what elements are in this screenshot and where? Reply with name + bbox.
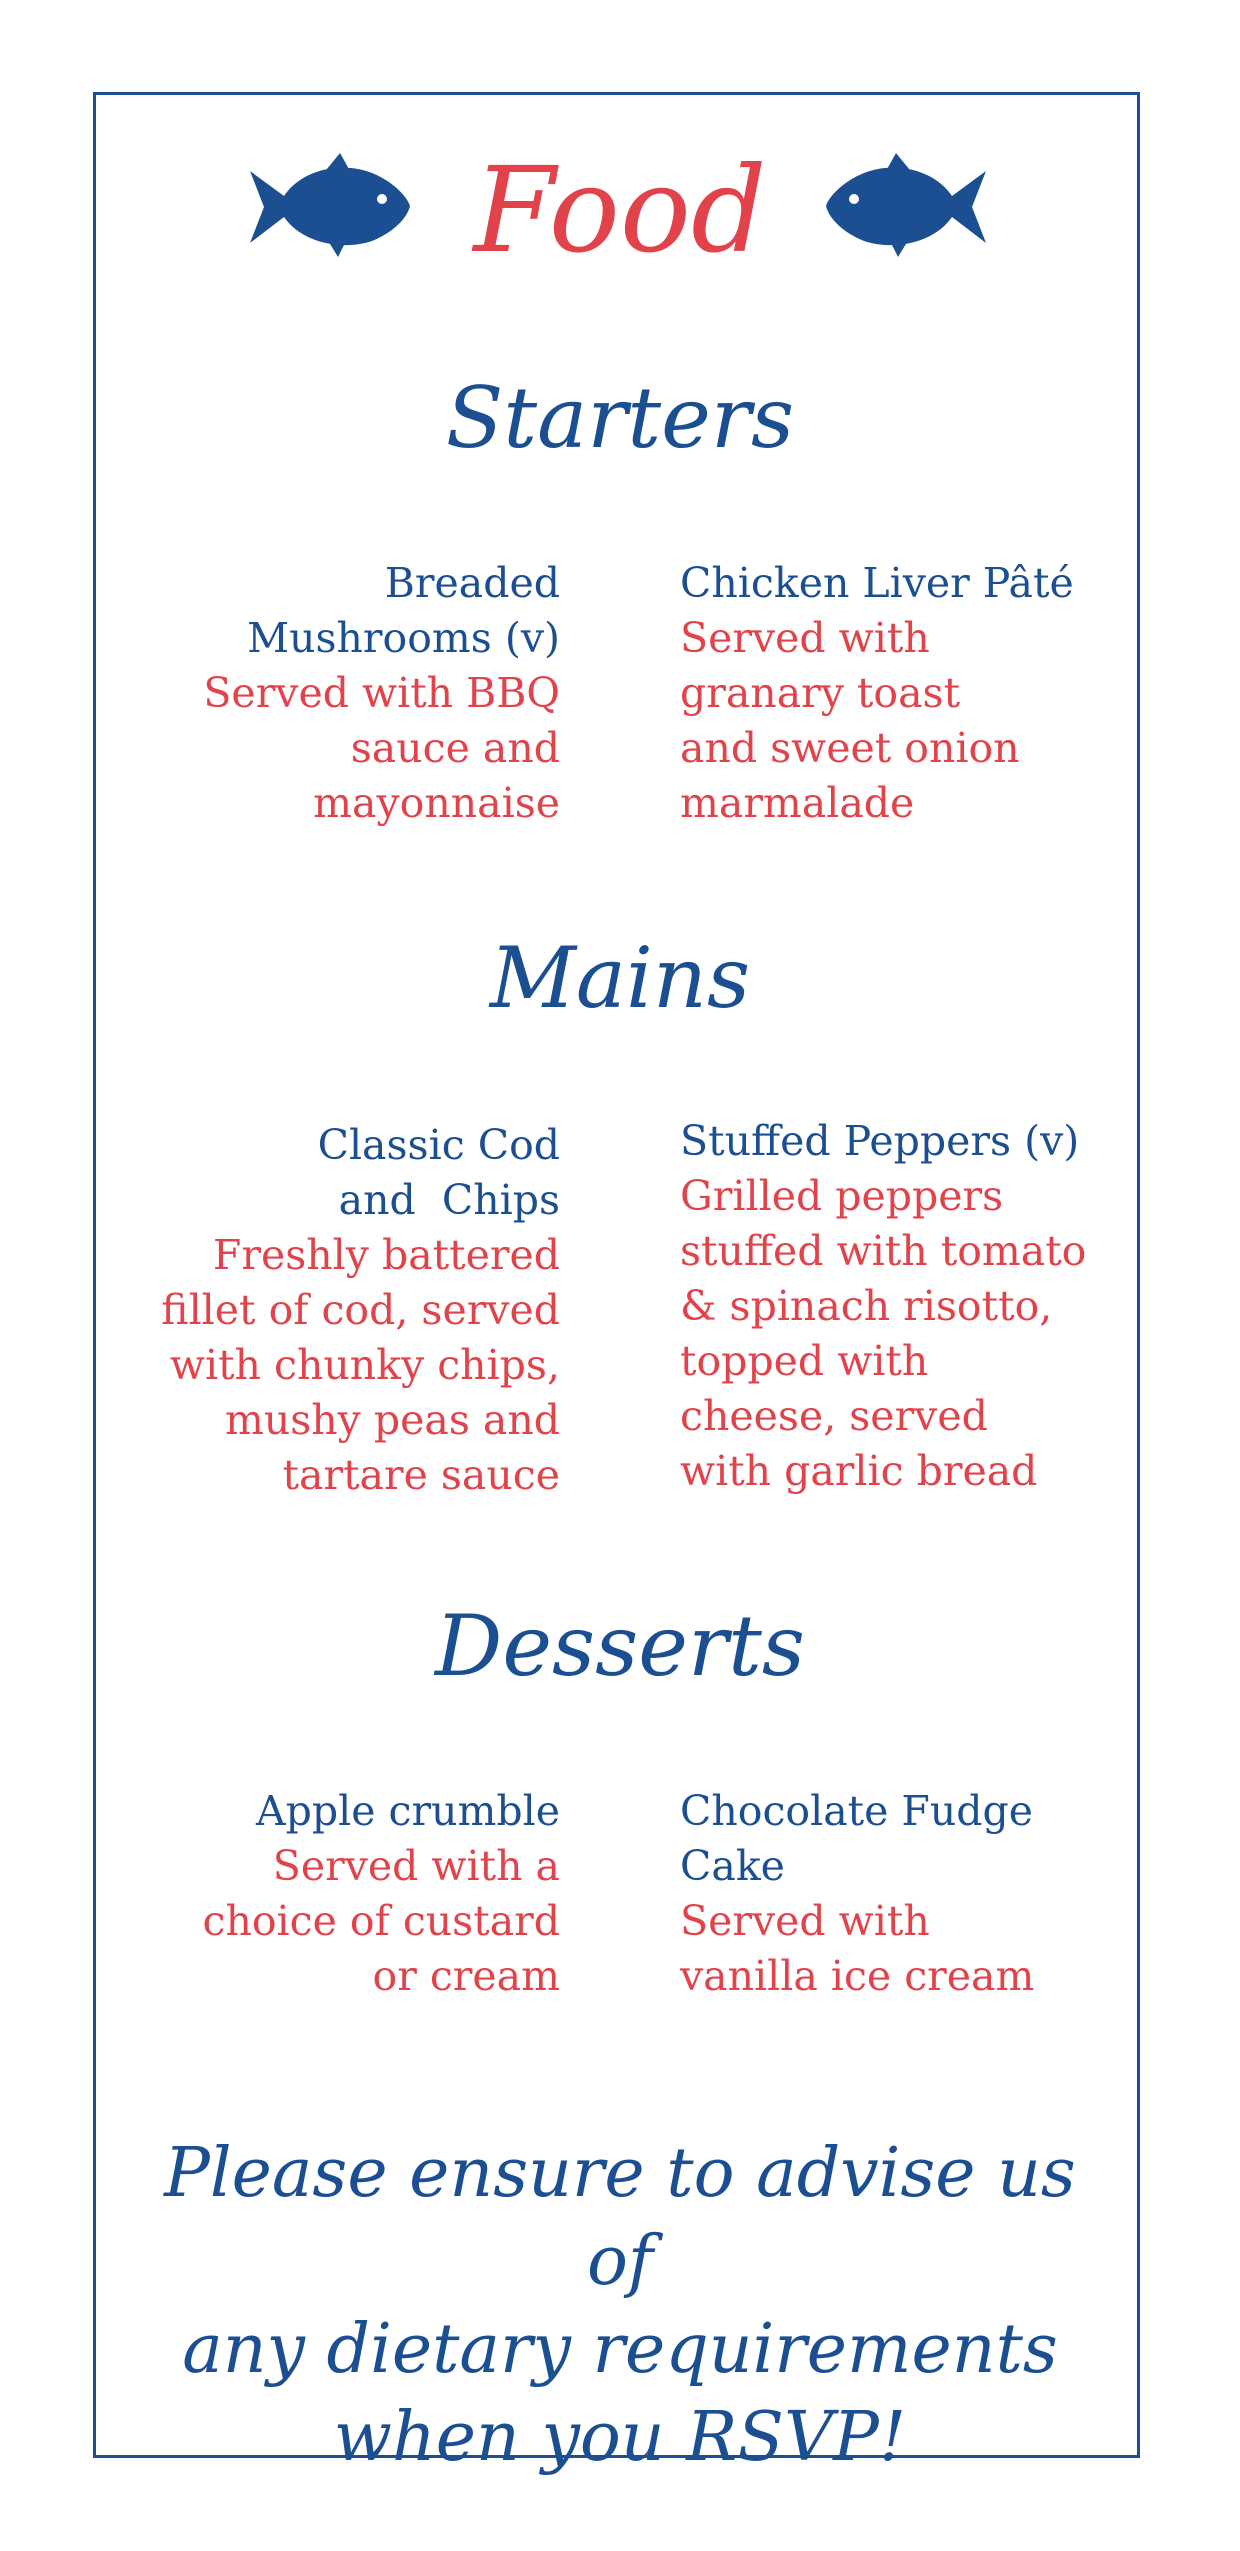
section-heading-mains: Mains	[489, 929, 751, 1027]
dish-name: and Chips	[338, 1176, 560, 1224]
section-heading-starters: Starters	[445, 369, 795, 467]
dish-name: Classic Cod	[317, 1121, 560, 1169]
dish-description: marmalade	[680, 779, 915, 827]
dish-description: Grilled peppers	[680, 1172, 1004, 1220]
dish-name: Chocolate Fudge	[680, 1787, 1034, 1835]
dish-name: Breaded	[384, 559, 560, 607]
dish-chicken-liver-pate	[680, 556, 1120, 831]
dish-description: choice of custard	[202, 1897, 560, 1945]
dish-description: Served with	[680, 1897, 930, 1945]
dish-description: Served with	[680, 614, 930, 662]
dish-description: or cream	[372, 1952, 560, 2000]
footer-line: any dietary requirements	[182, 2310, 1058, 2389]
dish-description: mayonnaise	[313, 779, 560, 827]
dish-breaded-mushrooms	[130, 556, 560, 831]
dish-classic-cod-and-chips	[130, 1118, 560, 1503]
dish-description: with chunky chips,	[169, 1341, 560, 1389]
dish-description: mushy peas and	[224, 1396, 560, 1444]
dish-chocolate-fudge-cake	[680, 1784, 1120, 2004]
dish-description: with garlic bread	[680, 1447, 1038, 1495]
dish-name: Chicken Liver Pâté	[680, 559, 1074, 607]
dish-description: Served with BBQ	[203, 669, 560, 717]
dish-description: Served with a	[272, 1842, 560, 1890]
dish-description: granary toast	[680, 669, 961, 717]
footer-line: when you RSVP!	[333, 2398, 907, 2477]
dish-description: & spinach risotto,	[680, 1282, 1053, 1330]
dish-description: vanilla ice cream	[680, 1952, 1035, 2000]
dish-name: Mushrooms (v)	[247, 614, 560, 662]
dish-description: topped with	[680, 1337, 929, 1385]
dish-description: stuffed with tomato	[680, 1227, 1087, 1275]
dish-name: Stuffed Peppers (v)	[680, 1117, 1080, 1165]
dish-description: fillet of cod, served	[161, 1286, 560, 1334]
fish-icon	[824, 151, 994, 261]
dish-description: sauce and	[350, 724, 560, 772]
menu-title: Food	[473, 141, 767, 279]
dish-description: and sweet onion	[680, 724, 1020, 772]
dietary-requirements-note	[150, 2130, 1090, 2482]
dish-stuffed-peppers	[680, 1114, 1120, 1499]
dish-description: cheese, served	[680, 1392, 988, 1440]
dish-apple-crumble	[130, 1784, 560, 2004]
dish-description: tartare sauce	[282, 1451, 560, 1499]
section-heading-desserts: Desserts	[434, 1597, 805, 1695]
dish-name: Apple crumble	[256, 1787, 560, 1835]
menu-header	[0, 141, 1240, 279]
footer-line: Please ensure to advise us of	[164, 2134, 1076, 2301]
dish-name: Cake	[680, 1842, 785, 1890]
dish-description: Freshly battered	[212, 1231, 560, 1279]
